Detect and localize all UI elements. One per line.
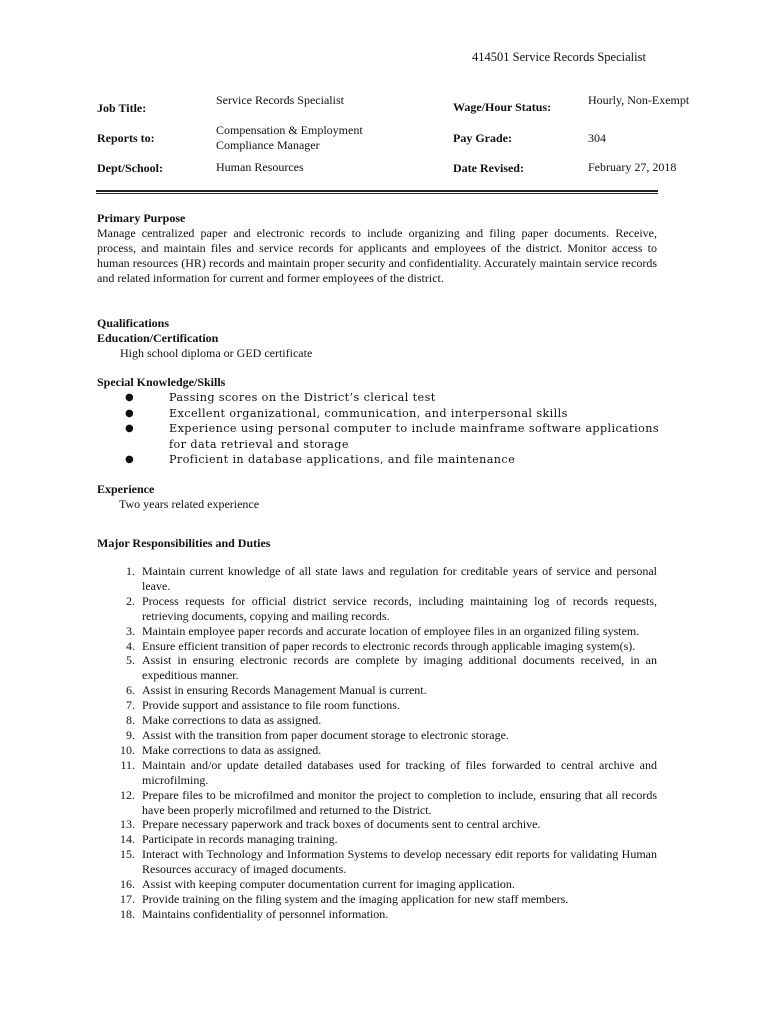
list-item-number: 18. — [120, 906, 135, 921]
experience-text: Two years related experience — [119, 497, 260, 511]
list-item-text: Assist in ensuring Records Management Manual is current. — [142, 683, 427, 698]
list-item — [97, 743, 657, 758]
date-revised-label: Date Revised: — [453, 161, 524, 175]
list-item-text: Provide support and assistance to file room functions. — [142, 698, 400, 713]
document-code-title: 414501 Service Records Specialist — [472, 50, 646, 64]
education-text: High school diploma or GED certificate — [120, 346, 313, 360]
duties-section — [97, 536, 659, 551]
date-revised-value: February 27, 2018 — [588, 160, 677, 174]
reports-to-value-line2: Compliance Manager — [216, 138, 320, 152]
experience-title: Experience — [97, 482, 155, 496]
header-divider — [96, 190, 658, 194]
list-item — [97, 832, 657, 847]
reports-to-value — [216, 123, 363, 153]
list-item — [97, 624, 657, 639]
list-item-text: Prepare necessary paperwork and track boxes of documents sent to central archive. — [142, 817, 541, 832]
dept-label: Dept/School: — [97, 161, 163, 175]
skills-list — [97, 390, 659, 468]
list-item-text: Assist in ensuring electronic records are complete by imaging additional documents received, in an expeditious manner. — [142, 653, 657, 683]
bullet-icon: ● — [125, 407, 135, 419]
list-item-number: 5. — [126, 653, 135, 668]
list-item — [97, 892, 657, 907]
list-item-number: 2. — [126, 593, 135, 608]
list-item-number: 1. — [126, 564, 135, 578]
reports-to-label: Reports to: — [97, 131, 155, 145]
qualifications-section — [97, 316, 659, 361]
list-item-number: 15. — [120, 847, 135, 862]
list-item-text: Maintain current knowledge of all state laws and regulation for creditable years of service and personal leave. — [142, 564, 657, 593]
list-item — [97, 594, 657, 624]
list-item-text: Interact with Technology and Information Systems to develop necessary edit reports for validating Human Resources accuracy of imaged documents. — [142, 847, 657, 877]
duties-list-container — [97, 564, 657, 922]
list-item — [97, 564, 657, 594]
list-item-text: Process requests for official district service records, including maintaining log of records requests, retrieving documents, copying and mailing records. — [142, 593, 657, 623]
list-item — [97, 758, 657, 788]
list-item: ● Proficient in database applications, and file maintenance — [125, 453, 516, 466]
list-item — [97, 713, 657, 728]
list-item-number: 14. — [120, 832, 135, 847]
list-item — [97, 907, 657, 922]
list-item — [97, 728, 657, 743]
primary-purpose-title: Primary Purpose — [97, 211, 186, 225]
list-item-number: 10. — [120, 742, 135, 757]
list-item-number: 3. — [126, 623, 135, 638]
qualifications-title: Qualifications — [97, 316, 170, 330]
wage-status-value: Hourly, Non-Exempt — [588, 93, 690, 107]
skills-title: Special Knowledge/Skills — [97, 375, 226, 389]
list-item-number: 12. — [120, 787, 135, 802]
list-item-text: Prepare files to be microfilmed and monitor the project to completion to include, ensuring that all records have been properly microfilmed and returned to the District. — [142, 787, 657, 817]
experience-section — [97, 482, 659, 512]
primary-purpose-text: Manage centralized paper and electronic records to include organizing and filing paper documents. Receive, process, and maintain files and service records for applicants and employees of the district. Monitor access to human resources (HR) records and maintain proper security and confidentiality. Accurately maintain service records and related information for current and former employees of the district. — [97, 226, 657, 285]
list-item-text: Make corrections to data as assigned. — [142, 713, 322, 728]
list-item: ● Passing scores on the District’s clerical test — [125, 391, 436, 404]
list-item: ● Excellent organizational, communication, and interpersonal skills — [125, 406, 568, 420]
bullet-icon: ● — [125, 454, 135, 465]
list-item-number: 7. — [126, 698, 135, 713]
list-item — [97, 877, 657, 892]
list-item — [97, 788, 657, 818]
list-item-number: 11. — [120, 757, 135, 772]
list-item-number: 4. — [126, 638, 135, 653]
list-item — [97, 639, 657, 654]
dept-value: Human Resources — [216, 160, 304, 174]
list-item-text: Ensure efficient transition of paper records to electronic records through applicable imaging system(s). — [142, 638, 636, 653]
list-item-number: 13. — [120, 817, 135, 832]
list-item-text: Maintains confidentiality of personnel information. — [142, 906, 389, 921]
list-item — [97, 698, 657, 713]
education-title: Education/Certification — [97, 331, 219, 345]
job-title-label: Job Title: — [97, 101, 147, 115]
list-item-text: Assist with the transition from paper document storage to electronic storage. — [142, 727, 509, 742]
duties-list — [97, 564, 657, 922]
list-item-number: 6. — [126, 683, 135, 698]
list-item — [97, 683, 657, 698]
list-item-number: 8. — [126, 713, 135, 728]
list-item — [97, 817, 657, 832]
list-item-text: Assist with keeping computer documentation current for imaging application. — [142, 877, 515, 892]
primary-purpose-section — [97, 211, 657, 286]
list-item-number: 9. — [126, 727, 135, 742]
job-title-value: Service Records Specialist — [216, 93, 344, 107]
list-item — [97, 653, 657, 683]
list-item — [97, 847, 657, 877]
list-item-text: Participate in records managing training. — [142, 832, 338, 847]
reports-to-value-line1: Compensation & Employment — [216, 123, 363, 137]
pay-grade-label: Pay Grade: — [453, 131, 512, 145]
bullet-icon: ● — [125, 423, 135, 434]
skills-section — [97, 375, 659, 468]
bullet-icon: ● — [125, 392, 135, 403]
wage-status-label: Wage/Hour Status: — [453, 100, 552, 114]
list-item-text: Make corrections to data as assigned. — [142, 742, 322, 757]
duties-title: Major Responsibilities and Duties — [97, 536, 271, 550]
list-item-number: 17. — [120, 891, 135, 906]
list-item-text: Provide training on the filing system and the imaging application for new staff members. — [142, 891, 569, 906]
pay-grade-value: 304 — [588, 131, 606, 145]
list-item-text: Maintain and/or update detailed databases used for tracking of files forwarded to central archive and microfilming. — [142, 757, 657, 787]
list-item-text: Maintain employee paper records and accurate location of employee files in an organized filing system. — [142, 623, 640, 638]
list-item: ● Experience using personal computer to include mainframe software applications for data retrieval and storage — [125, 422, 660, 451]
list-item-number: 16. — [120, 877, 135, 892]
